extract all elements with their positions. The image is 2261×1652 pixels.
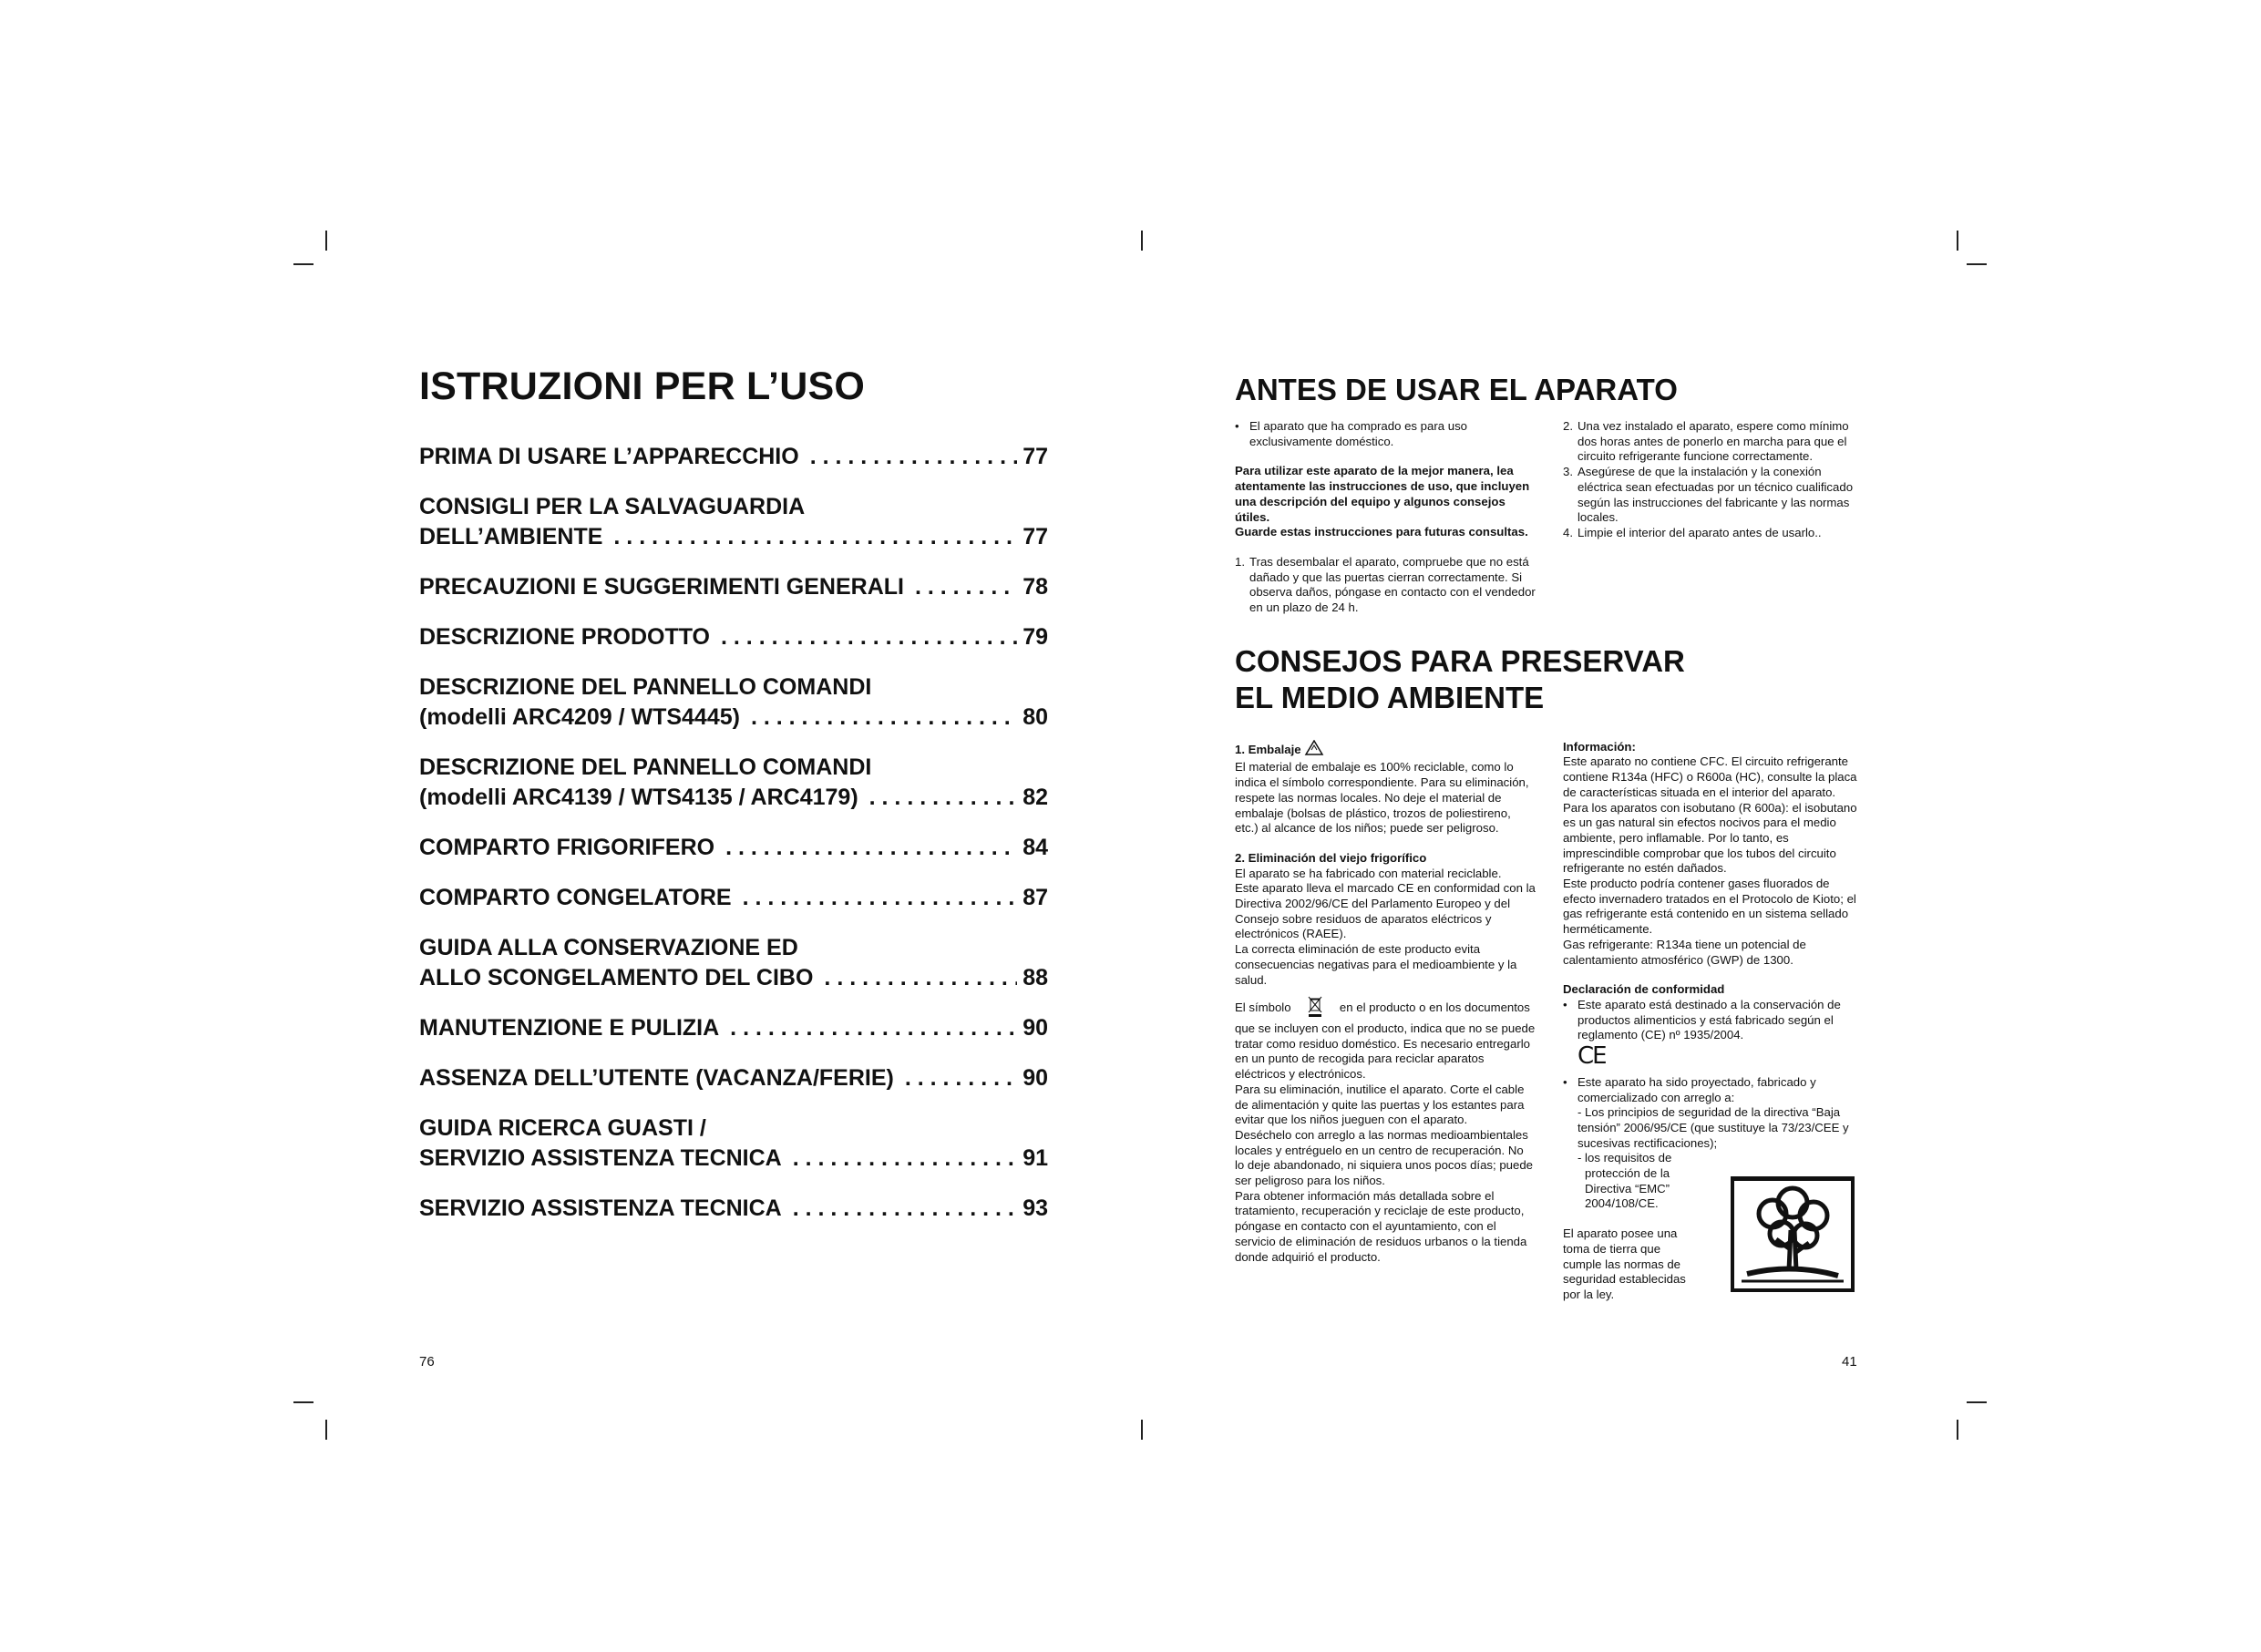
grounding-text: cumple las normas de [1563, 1257, 1681, 1271]
toc-leader-dots [793, 1194, 1017, 1224]
step-1: Tras desembalar el aparato, compruebe que no está dañado y que las puertas cierran correctamente. Si observa daños, póngase en contacto con el vendedor en un plazo de 24 h. [1249, 554, 1536, 615]
toc-page-number: 87 [1023, 885, 1048, 910]
toc-page-number: 77 [1023, 444, 1048, 469]
grounding-text: seguridad establecidas [1563, 1272, 1686, 1287]
toc-entry [419, 1194, 1048, 1224]
section-title-line: CONSEJOS PARA PRESERVAR [1235, 643, 1685, 678]
crop-mark [1141, 231, 1143, 251]
toc-leader-dots [810, 442, 1017, 472]
conformity-item: protección de la [1585, 1166, 1670, 1181]
toc-page-number: 78 [1023, 574, 1048, 600]
toc-leader-dots [793, 1144, 1017, 1174]
crop-mark [293, 263, 313, 265]
ce-mark-icon: CE [1578, 1042, 1606, 1071]
toc-leader-dots [721, 622, 1017, 652]
toc-leader-dots [905, 1063, 1017, 1093]
crossed-bin-icon [1307, 995, 1323, 1021]
step-number: 4. [1563, 525, 1573, 539]
toc-entry [419, 492, 1048, 552]
toc-page-number: 90 [1023, 1065, 1048, 1091]
toc-entry [419, 672, 1048, 733]
disposal-text: Para su eliminación, inutilice el aparato. Corte el cable de alimentación y quite las puertas y los estantes para evitar que los niños jueguen con el aparato. [1235, 1082, 1525, 1127]
info-heading: Información: [1563, 739, 1636, 754]
packaging-heading [1235, 740, 1536, 761]
info-text: Este producto podría contener gases fluorados de efecto invernadero tratados en el Protocolo de Kioto; el gas refrigerante está contenido en un sistema sellado herméticamente. [1563, 877, 1856, 937]
disposal-heading: 2. Eliminación del viejo frigorífico [1235, 850, 1427, 865]
bullet-domestic-use: El aparato que ha comprado es para uso exclusivamente doméstico. [1249, 419, 1467, 448]
toc-entry [419, 572, 1048, 602]
toc-entry [419, 753, 1048, 813]
step-number: 2. [1563, 419, 1573, 433]
toc-entry-text: DESCRIZIONE PRODOTTO [419, 624, 711, 650]
toc-entry-text: CONSIGLI PER LA SALVAGUARDIA [419, 494, 806, 519]
toc-entry [419, 883, 1048, 913]
conformity-item: - Los principios de seguridad de la directiva “Baja tensión” 2006/95/CE (que sustituye la 73/23/CEE y sucesivas rectificaciones); [1578, 1105, 1849, 1150]
antes-col-right [1563, 419, 1864, 616]
toc-leader-dots [915, 572, 1017, 602]
conformity-bullet: Este aparato está destinado a la conservación de productos alimenticios y está fabricado según el reglamento (CE) nº 1935/2004. [1578, 997, 1841, 1042]
toc-leader-dots [743, 883, 1018, 913]
toc-page-number: 84 [1023, 835, 1048, 860]
conformity-item: Directiva “EMC” [1585, 1181, 1670, 1195]
toc-entry-text: DELL’AMBIENTE [419, 524, 603, 549]
step-4: Limpie el interior del aparato antes de usarlo.. [1578, 525, 1822, 539]
toc-leader-dots [824, 963, 1017, 993]
step-3: Asegúrese de que la instalación y la conexión eléctrica sean efectuadas por un técnico cualificado según las instrucciones del fabricante y las normas locales. [1578, 465, 1854, 525]
weee-paragraph [1235, 995, 1536, 1083]
toc-entry-text: SERVIZIO ASSISTENZA TECNICA [419, 1145, 782, 1171]
grounding-text: toma de tierra que [1563, 1241, 1661, 1256]
toc-entry-text: GUIDA ALLA CONSERVAZIONE ED [419, 935, 798, 960]
step-number: 1. [1235, 554, 1245, 569]
page-number-right: 41 [1842, 1354, 1857, 1370]
toc-leader-dots [869, 783, 1018, 813]
weee-text: en el producto o en los documentos que se incluyen con el producto, indica que no se puede tratar como residuo doméstico. Es necesario entregarlo en un punto de recogida para reciclar aparatos eléctricos y electrónicos. [1235, 1000, 1536, 1082]
toc-entry-text: COMPARTO FRIGORIFERO [419, 835, 715, 860]
crop-mark [1141, 1420, 1143, 1440]
toc-entry [419, 442, 1048, 472]
weee-prefix: El símbolo [1235, 1000, 1291, 1015]
section-title-antes: ANTES DE USAR EL APARATO [1235, 373, 1678, 406]
grounding-text: El aparato posee una [1563, 1226, 1678, 1241]
toc-page-number: 82 [1023, 785, 1048, 810]
page-title: ISTRUZIONI PER L’USO [419, 364, 865, 408]
step-2: Una vez instalado el aparato, espere como mínimo dos horas antes de ponerlo en marcha para que el circuito refrigerante funcione correctamente. [1578, 419, 1849, 464]
disposal-text: El aparato se ha fabricado con material reciclable. [1235, 866, 1502, 880]
conformity-bullet: Este aparato ha sido proyectado, fabricado y comercializado con arreglo a: [1578, 1074, 1816, 1104]
toc-entry-text: GUIDA RICERCA GUASTI / [419, 1115, 706, 1141]
conformity-heading: Declaración de conformidad [1563, 982, 1725, 997]
toc-leader-dots [725, 833, 1017, 863]
toc-entry-text: (modelli ARC4139 / WTS4135 / ARC4179) [419, 785, 858, 810]
packaging-text: El material de embalaje es 100% reciclable, como lo indica el símbolo correspondiente. Para su eliminación, respete las normas locales. No deje el material de embalaje (bolsas de plástico, trozos de poliestireno, etc.) al alcance de los niños; puede ser peligroso. [1235, 760, 1529, 836]
section-title-consejos [1235, 643, 1864, 716]
toc-entry-text: DESCRIZIONE DEL PANNELLO COMANDI [419, 754, 872, 780]
antes-col-left: • El aparato que ha comprado es para uso exclusivamente doméstico. Para utilizar este aparato de la mejor manera, lea atentamente las instrucciones de uso, que incluyen una descripción del equipo y algunos consejos útiles. Guarde estas instrucciones para futuras consultas. 1. Tras desembalar el aparato, compruebe que no está dañado y que las puertas cierran correctamente. Si observa daños, póngase en contacto con el vendedor en un plazo de 24 h. [1235, 419, 1536, 615]
keep-instructions: Guarde estas instrucciones para futuras consultas. [1235, 525, 1528, 539]
section-title-line: EL MEDIO AMBIENTE [1235, 680, 1545, 714]
consejos-col-right: Información: Este aparato no contiene CFC. El circuito refrigerante contiene R134a (HFC) o R600a (HC), consulte la placa de características situada en el interior del aparato. Para los aparatos con isobutano (R 600a): el isobutano es un gas natural sin efectos nocivos para el medio ambiente, pero inflamable. Por lo tanto, es imprescindible comprobar que los tubos del circuito refrigerante no estén dañados. Este producto podría contener gases fluorados de efecto invernadero tratados en el Protocolo de Kioto; el gas refrigerante está contenido en un sistema sellado herméticamente. Gas refrigerante: R134a tiene un potencial de calentamiento atmosférico (GWP) de 1300. Declaración de conformidad • Este aparato está destinado a la conservación de productos alimenticios y está fabricado según el reglamento (CE) nº 1935/2004. CE • Este aparato ha sido proyectado, fabricado y comercializado con arreglo a: - Los principios de seguridad de la directiva “Baja tensión” 2006/95/CE (que sustituye la 73/23/CEE y sucesivas rectificaciones); - los requisitos de protección de la Directiva “EMC” 2004/108/CE. El aparato posee una toma de tierra que cumple las normas de seguridad establecidas por la ley. [1563, 740, 1864, 1303]
right-page [1235, 372, 1864, 1303]
packaging-heading-text: 1. Embalaje [1235, 742, 1301, 756]
crop-mark [1967, 1401, 1987, 1403]
disposal-text: Deséchelo con arreglo a las normas medioambientales locales y entréguelo en un centro de recuperación. No lo deje abandonado, ni siquiera unos pocos días; puede ser peligroso para los niños. [1235, 1127, 1534, 1188]
toc-entry [419, 1063, 1048, 1093]
info-text: Para los aparatos con isobutano (R 600a): el isobutano es un gas natural sin efectos nocivos para el medio ambiente, pero inflamable. Por lo tanto, es imprescindible comprobar que los tubos del circuito refrigerante no estén dañados. [1563, 800, 1857, 876]
step-number: 3. [1563, 465, 1573, 479]
crop-mark [325, 1420, 327, 1440]
grounding-text: por la ley. [1563, 1287, 1615, 1301]
toc-entry-text: (modelli ARC4209 / WTS4445) [419, 704, 740, 730]
table-of-contents [419, 442, 1048, 1244]
toc-leader-dots [751, 703, 1017, 733]
toc-leader-dots [730, 1013, 1017, 1043]
toc-entry-text: COMPARTO CONGELATORE [419, 885, 732, 910]
page-number-left: 76 [419, 1354, 435, 1370]
toc-page-number: 90 [1023, 1015, 1048, 1041]
crop-mark [293, 1401, 313, 1403]
toc-entry-text: PRECAUZIONI E SUGGERIMENTI GENERALI [419, 574, 904, 600]
crop-mark [1967, 263, 1987, 265]
toc-entry [419, 833, 1048, 863]
recycle-icon [1304, 740, 1324, 761]
disposal-text: Para obtener información más detallada sobre el tratamiento, recuperación y reciclaje de este producto, póngase en contacto con el ayuntamiento, con el servicio de eliminación de residuos urbanos o la tienda donde adquirió el producto. [1235, 1188, 1527, 1264]
disposal-text: La correcta eliminación de este producto evita consecuencias negativas para el medioambiente y la salud. [1235, 942, 1517, 987]
toc-page-number: 93 [1023, 1195, 1048, 1221]
toc-entry-text: DESCRIZIONE DEL PANNELLO COMANDI [419, 674, 872, 700]
toc-entry-text: MANUTENZIONE E PULIZIA [419, 1015, 720, 1041]
toc-leader-dots [613, 522, 1017, 552]
toc-entry [419, 1013, 1048, 1043]
toc-page-number: 91 [1023, 1145, 1048, 1171]
toc-entry [419, 933, 1048, 993]
toc-page-number: 80 [1023, 704, 1048, 730]
conformity-item: - los requisitos de [1578, 1151, 1672, 1165]
disposal-text: Este aparato lleva el marcado CE en conformidad con la Directiva 2002/96/CE del Parlamento Europeo y del Consejo sobre residuos de aparatos eléctricos y electrónicos (RAEE). [1235, 881, 1536, 941]
info-text: Este aparato no contiene CFC. El circuito refrigerante contiene R134a (HFC) o R600a (HC), consulte la placa de características situada en el interior del aparato. [1563, 754, 1857, 799]
consejos-col-left [1235, 740, 1536, 1303]
crop-mark [1957, 231, 1958, 251]
toc-page-number: 77 [1023, 524, 1048, 549]
toc-entry-text: PRIMA DI USARE L’APPARECCHIO [419, 444, 799, 469]
intro-bold: Para utilizar este aparato de la mejor manera, lea atentamente las instrucciones de uso, que incluyen una descripción del equipo y algunos consejos útiles. [1235, 464, 1530, 524]
toc-entry-text: SERVIZIO ASSISTENZA TECNICA [419, 1195, 782, 1221]
toc-page-number: 88 [1023, 965, 1048, 990]
crop-mark [325, 231, 327, 251]
toc-entry-text: ALLO SCONGELAMENTO DEL CIBO [419, 965, 814, 990]
crop-mark [1957, 1420, 1958, 1440]
eco-tree-icon [1729, 1175, 1856, 1294]
toc-entry [419, 622, 1048, 652]
info-text: Gas refrigerante: R134a tiene un potencial de calentamiento atmosférico (GWP) de 1300. [1563, 937, 1806, 967]
toc-entry-text: ASSENZA DELL’UTENTE (VACANZA/FERIE) [419, 1065, 894, 1091]
toc-entry [419, 1113, 1048, 1174]
toc-page-number: 79 [1023, 624, 1048, 650]
conformity-item: 2004/108/CE. [1585, 1196, 1659, 1211]
